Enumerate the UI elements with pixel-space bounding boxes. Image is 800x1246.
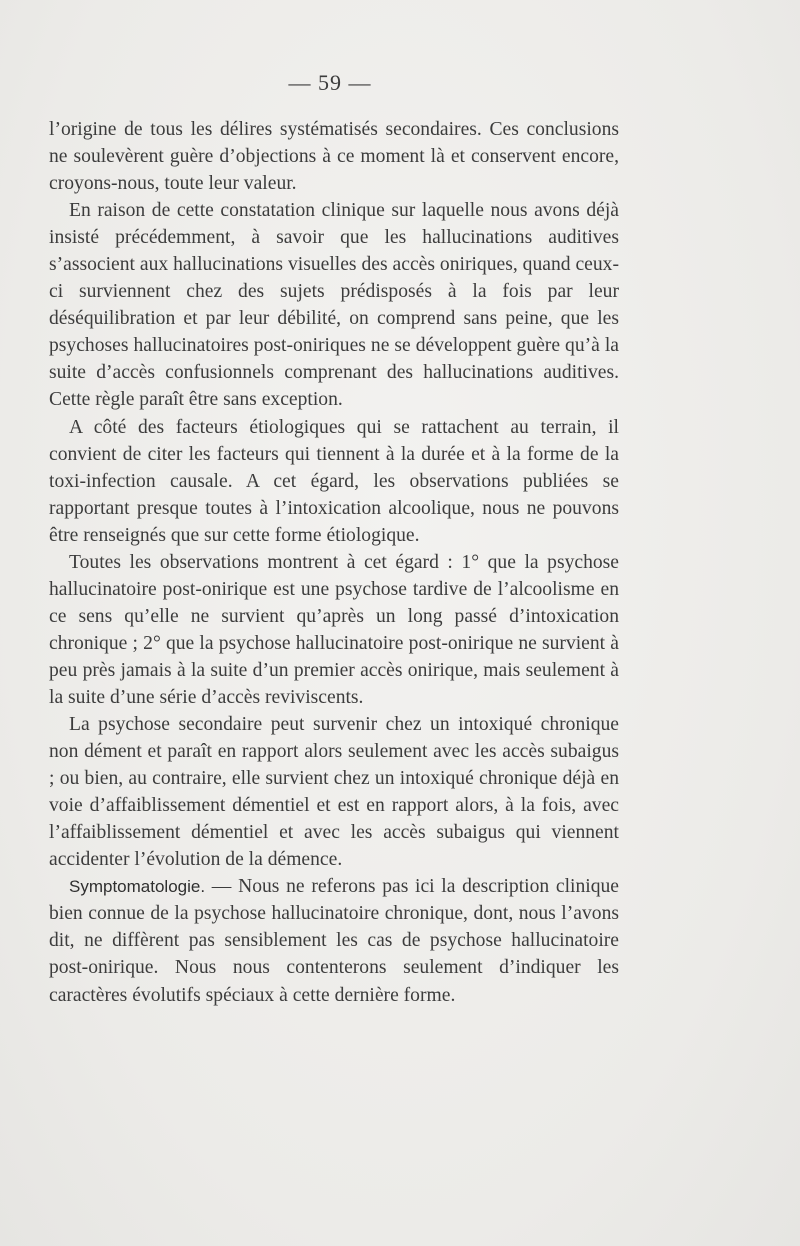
paragraph-1: l’origine de tous les délires systématisés secondaires. Ces conclusions ne soulevèrent guère d’objections à ce moment là et conservent encore, croyons-nous, toute leur valeur.	[49, 119, 619, 195]
body-text	[49, 116, 619, 1009]
page-number: — 59 —	[288, 70, 372, 95]
paragraph-6	[49, 873, 619, 1008]
paragraph-2: En raison de cette constatation clinique sur laquelle nous avons déjà insisté précédemment, à savoir que les hallucinations auditives s’associent aux hallucinations visuelles des accès oniriques, quand ceux-ci surviennent chez des sujets prédisposés à la fois par leur déséquilibration et par leur débilité, on comprend sans peine, que les psychoses hallucinatoires post-oniriques ne se développent guère qu’à la suite d’accès confusionnels comprenant des hallucinations auditives. Cette règle paraît être sans exception.	[49, 200, 619, 411]
paragraph-3: A côté des facteurs étiologiques qui se rattachent au terrain, il convient de citer les facteurs qui tiennent à la durée et à la forme de la toxi-infection causale. A cet égard, les observations publiées se rapportant presque toutes à l’intoxication alcoolique, nous ne pouvons être renseignés que sur cette forme étiologique.	[49, 416, 619, 546]
paragraph-4: Toutes les observations montrent à cet égard : 1° que la psychose hallucinatoire post-onirique est une psychose tardive de l’alcoolisme en ce sens qu’elle ne survient qu’après un long passé d’intoxication chronique ; 2° que la psychose hallucinatoire post-onirique ne survient à peu près jamais à la suite d’un premier accès onirique, mais seulement à la suite d’une série d’accès reviviscents.	[49, 551, 619, 708]
paragraph-6-text: — Nous ne referons pas ici la description clinique bien connue de la psychose hallucinatoire chronique, dont, nous l’avons dit, ne diffèrent pas sensiblement les cas de psychose hallucinatoire post-onirique. Nous nous contenterons seulement d’indiquer les caractères évolutifs spéciaux à cette dernière forme.	[49, 876, 619, 1006]
section-heading-symptomatologie: Symptomatologie.	[69, 877, 206, 897]
paragraph-5: La psychose secondaire peut survenir chez un intoxiqué chronique non dément et paraît en rapport alors seulement avec les accès subaigus ; ou bien, au contraire, elle survient chez un intoxiqué chronique déjà en voie d’affaiblissement démentiel et est en rapport alors, à la fois, avec l’affaiblissement démentiel et avec les accès subaigus qui viennent accidenter l’évolution de la démence.	[49, 714, 619, 871]
